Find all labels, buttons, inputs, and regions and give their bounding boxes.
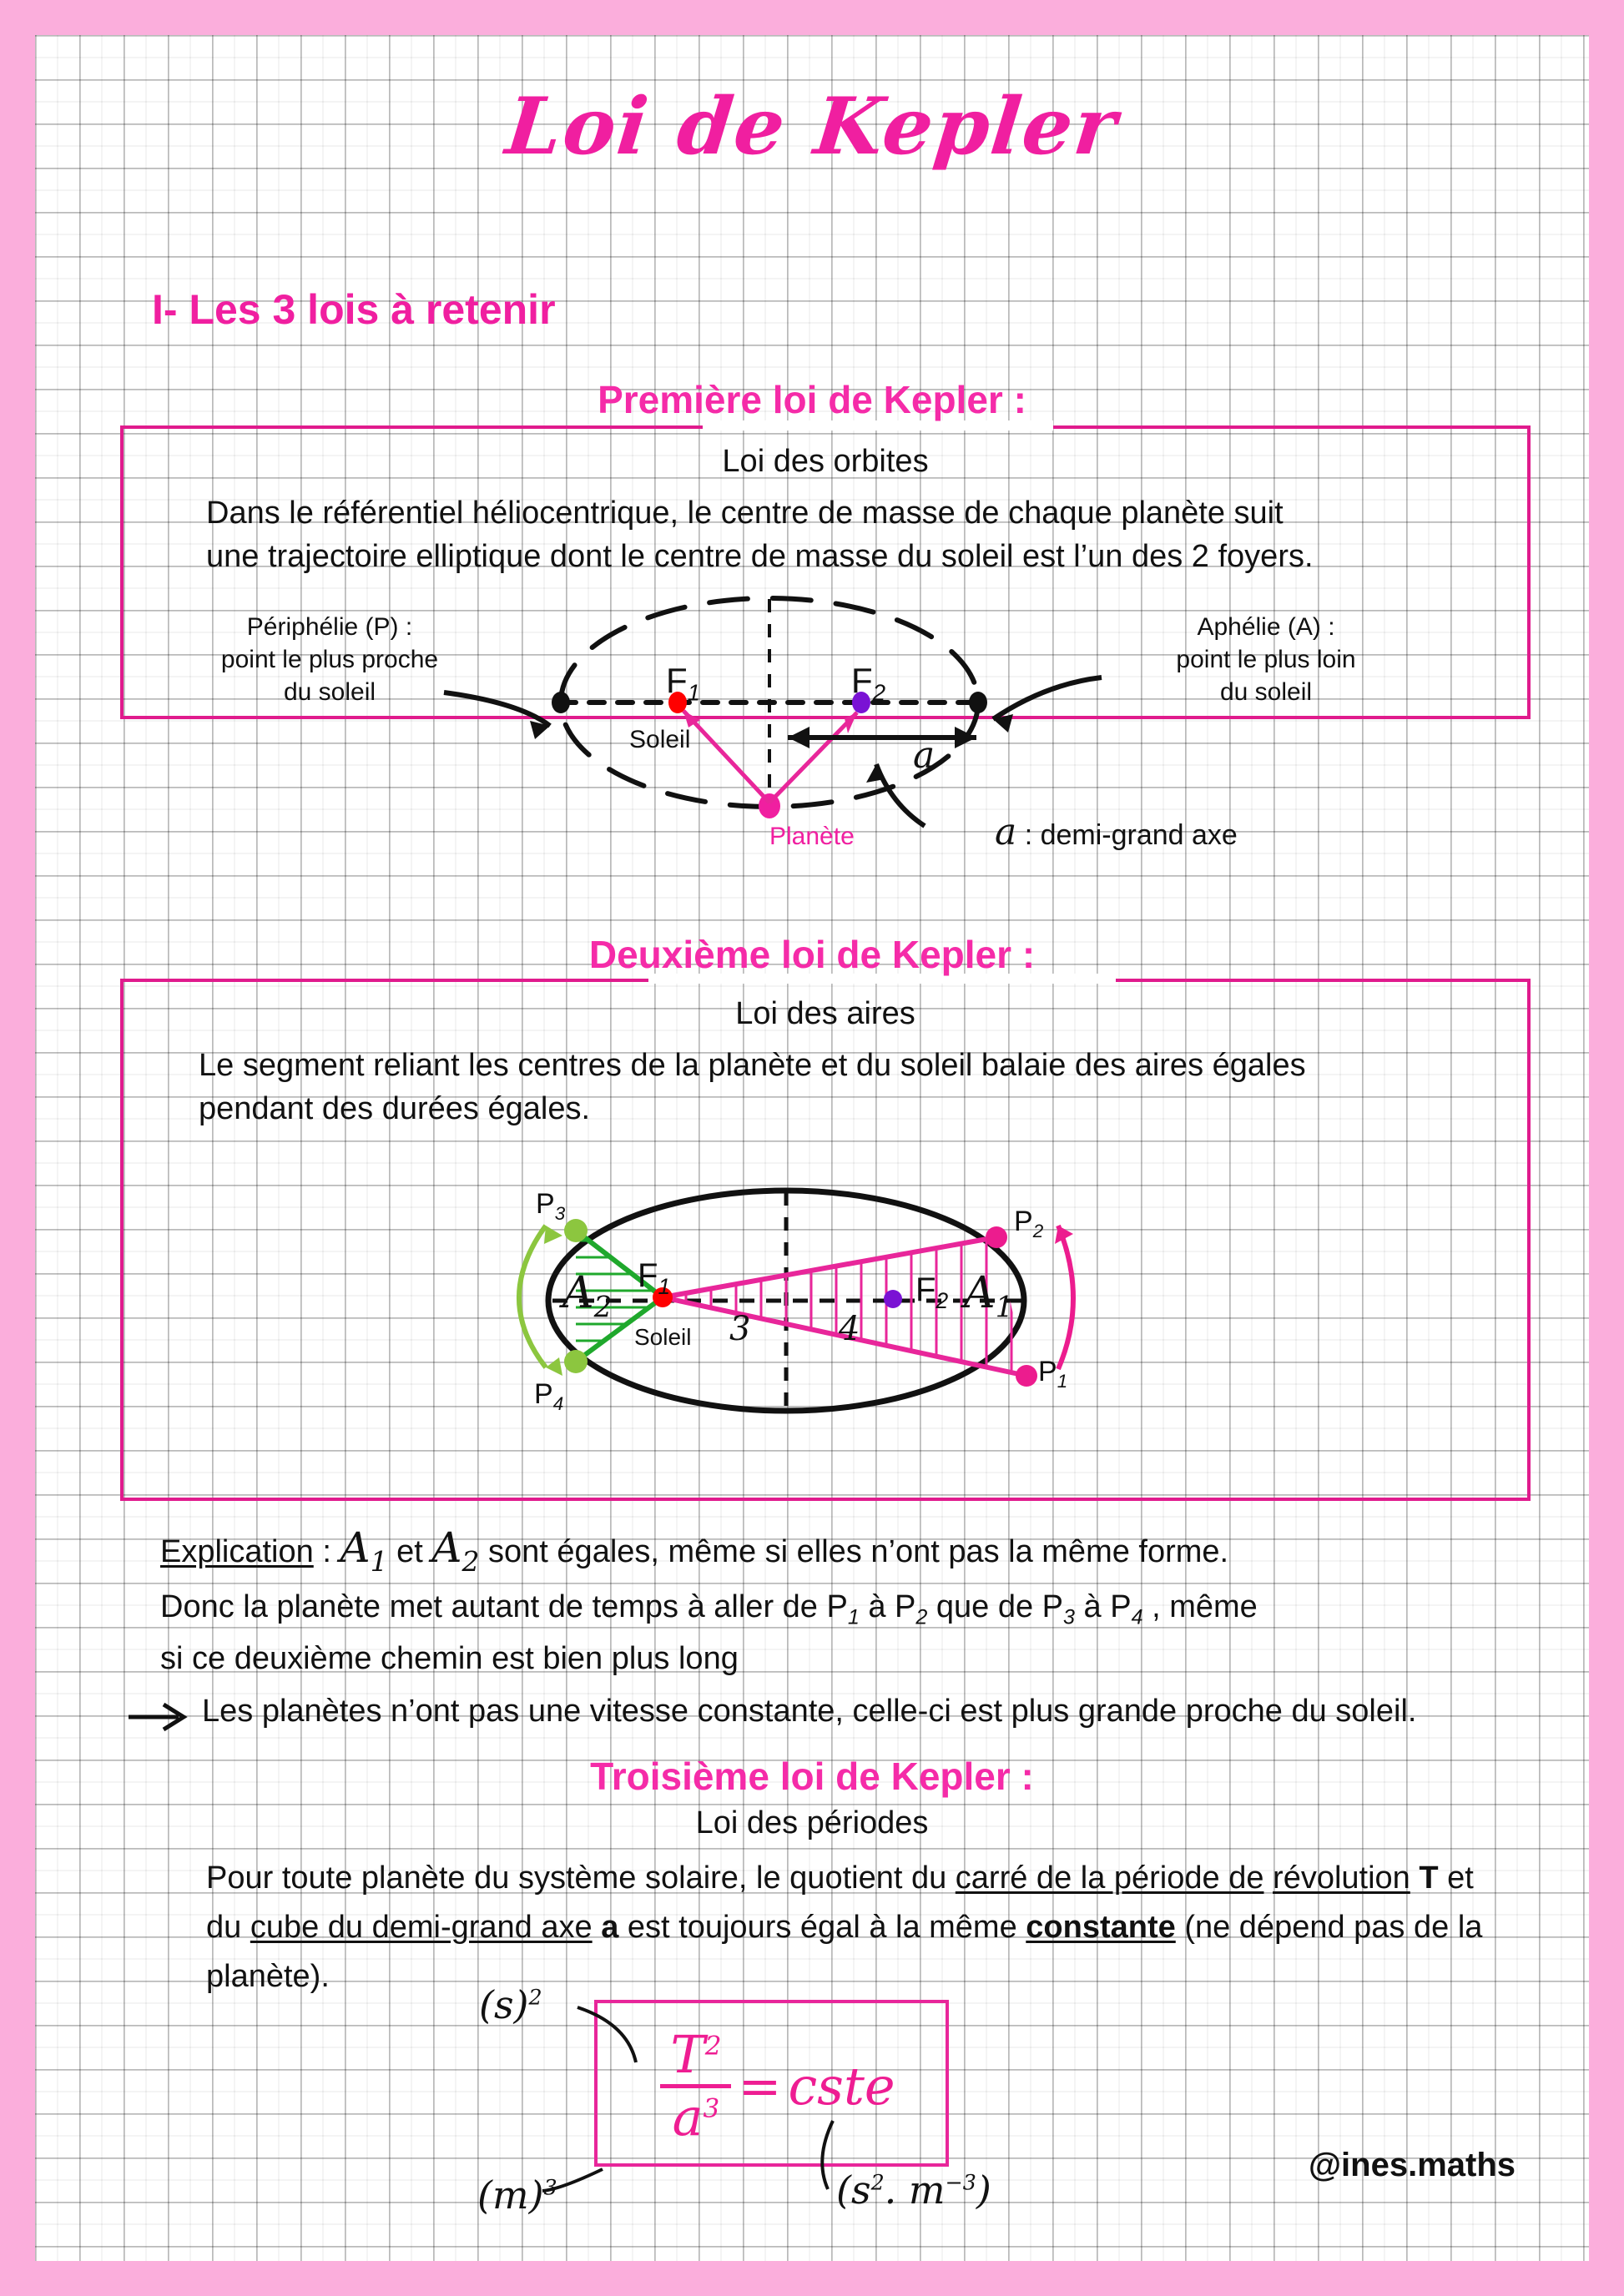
law-3-symbol-a: a — [601, 1909, 619, 1945]
aphelion-annotation — [1128, 611, 1404, 708]
point-p1 — [1016, 1365, 1037, 1387]
aphelion-annotation-line-2: point le plus loin — [1176, 646, 1356, 673]
formula-rhs: cste — [788, 2055, 895, 2117]
formula-numerator: T — [670, 2024, 705, 2086]
explication-a2 — [431, 1523, 480, 1578]
explication-l2-s2: 2 — [915, 1605, 928, 1629]
law-2-focus-2-label — [915, 1271, 948, 1314]
explication-l2-s3: 3 — [1063, 1605, 1075, 1629]
formula-numerator-exponent: 2 — [704, 2031, 722, 2062]
law-2-mark-3: 3 — [729, 1310, 751, 1348]
law-1-body-line-2: une trajectoire elliptique dont le centre de masse du soleil est l’un des 2 foyers. — [206, 538, 1314, 574]
area-2-subscript: 2 — [593, 1291, 613, 1325]
law-2-subtitle: Loi des aires — [735, 996, 915, 1031]
perihelion-annotation-line-2: point le plus proche — [220, 646, 439, 673]
perihelion-annotation-line-3: du soleil — [283, 678, 376, 706]
focus-1-letter: F — [666, 661, 688, 700]
perihelion-annotation — [192, 611, 467, 708]
law-3-body-c: est toujours égal à la même — [618, 1909, 1017, 1945]
law-3-underline-1: carré de la période de — [955, 1860, 1264, 1896]
focus-2-subscript: 2 — [872, 679, 886, 706]
law-2-focus-1-label — [638, 1257, 670, 1300]
aphelion-annotation-line-1: Aphélie (A) : — [1197, 613, 1335, 641]
law-2-label-p3 — [536, 1188, 565, 1225]
explication-colon: : — [313, 1534, 340, 1569]
conclusion-arrow-icon — [127, 1700, 189, 1734]
point-p3 — [564, 1219, 588, 1242]
explication-l2-b: à P — [859, 1589, 916, 1625]
explication-l2-e: , même — [1142, 1589, 1258, 1625]
law-2-body-line-1: Le segment reliant les centres de la planète et du soleil balaie des aires égales — [199, 1048, 1306, 1083]
author-signature: @ines.maths — [1309, 2147, 1516, 2183]
law-2-area-2-label — [562, 1268, 612, 1324]
explication-l2-d: à P — [1074, 1589, 1132, 1625]
explication-l2-s4: 4 — [1131, 1605, 1143, 1629]
law-1-axis-caption — [995, 811, 1238, 853]
explication-a2-letter: A — [431, 1523, 462, 1572]
law-2-sun-label: Soleil — [634, 1324, 692, 1350]
law-1-body — [206, 492, 1483, 578]
law-2-title: Deuxième loi de Kepler : — [588, 933, 1036, 976]
unit-meters: (m) — [477, 2173, 544, 2218]
law-2-f1-subscript: 1 — [658, 1274, 671, 1299]
area-1-letter: A — [964, 1268, 996, 1318]
point-p2 — [986, 1226, 1007, 1248]
law-2-body-line-2: pendant des durées égales. — [199, 1090, 591, 1126]
law-3-underline-2: cube du demi-grand axe — [250, 1909, 593, 1945]
law-3-underline-1b: révolution — [1273, 1860, 1410, 1896]
notebook-page — [35, 35, 1589, 2261]
explication-l2-s1: 1 — [847, 1605, 860, 1629]
unit-result-exponent-2: −3 — [945, 2170, 976, 2195]
unit-connector-lines — [469, 1979, 1003, 2221]
law-2-mark-4: 4 — [839, 1310, 860, 1348]
axis-caption-text: : demi-grand axe — [1024, 819, 1238, 851]
focus-2-letter: F — [851, 661, 873, 700]
aphelion-point — [969, 692, 987, 713]
law-2-body — [199, 1045, 1509, 1130]
law-2-focus-2-point — [884, 1290, 902, 1308]
formula-denominator-exponent: 3 — [703, 2092, 720, 2123]
p2-subscript: 2 — [1032, 1220, 1044, 1241]
unit-result-close: ) — [976, 2168, 991, 2213]
law-2-area-1-label — [964, 1268, 1013, 1324]
law-2-f1-letter: F — [638, 1257, 658, 1294]
explication-a1-subscript: 1 — [370, 1545, 388, 1578]
law-1-semi-major-axis-symbol: a — [913, 734, 936, 777]
law-2-label-p2 — [1014, 1206, 1043, 1242]
law-1-planet-label: Planète — [769, 823, 855, 850]
aphelion-annotation-line-3: du soleil — [1219, 678, 1313, 706]
explication-line-3: si ce deuxième chemin est bien plus long — [160, 1640, 739, 1676]
law-3-body-a: Pour toute planète du système solaire, le quotient du — [206, 1860, 956, 1896]
unit-seconds: (s) — [479, 1982, 529, 2027]
area-1-subscript: 1 — [995, 1291, 1014, 1325]
law-3-symbol-T: T — [1419, 1860, 1439, 1896]
unit-result-exponent-1: 2 — [870, 2170, 885, 2195]
explication-a2-subscript: 2 — [461, 1545, 480, 1578]
perihelion-annotation-line-1: Périphélie (P) : — [246, 613, 413, 641]
law-1-subtitle: Loi des orbites — [722, 444, 929, 479]
explication-l2-c: que de P — [927, 1589, 1064, 1625]
law-3-body-d: (ne dépend pas de la planète). — [206, 1909, 1483, 1994]
unit-seconds-exponent: 2 — [528, 1985, 542, 2010]
explication-line-1-tail: sont égales, même si elles n’ont pas la même forme. — [479, 1534, 1229, 1569]
law-3-constante: constante — [1026, 1909, 1176, 1945]
conclusion-text: Les planètes n’ont pas une vitesse constante, celle-ci est plus grande proche du soleil. — [202, 1694, 1417, 1729]
p4-subscript: 4 — [552, 1392, 564, 1414]
formula-equals: = — [738, 2055, 782, 2117]
law-2-f2-letter: F — [915, 1271, 936, 1308]
law-1-focus-2-label — [851, 661, 885, 706]
law-3-body-b: et du — [206, 1860, 1474, 1945]
p3-subscript: 3 — [554, 1202, 566, 1224]
section-heading-1: I- Les 3 lois à retenir — [152, 286, 556, 333]
explication-line-1 — [160, 1516, 1579, 1583]
page-title: Loi de Kepler — [502, 81, 1122, 173]
explication-label: Explication — [160, 1534, 314, 1569]
unit-result-open: (s — [836, 2168, 871, 2213]
explication-l2-a: Donc la planète met autant de temps à aller de P — [160, 1589, 848, 1625]
law-3-subtitle: Loi des périodes — [695, 1805, 929, 1840]
p1-letter: P — [1038, 1356, 1057, 1387]
explication-a1-letter: A — [340, 1523, 371, 1572]
axis-caption-symbol: a — [995, 811, 1017, 853]
explication-line-2 — [160, 1583, 1579, 1634]
p4-letter: P — [534, 1378, 553, 1410]
law-1-body-line-1: Dans le référentiel héliocentrique, le centre de masse de chaque planète suit — [206, 496, 1284, 531]
unit-result-mid: . m — [884, 2168, 946, 2213]
unit-meters-exponent: 3 — [543, 2175, 557, 2200]
law-1-focus-1-label — [666, 661, 700, 706]
explication-et: et — [387, 1534, 432, 1569]
p3-letter: P — [536, 1188, 555, 1220]
focus-1-subscript: 1 — [687, 679, 701, 706]
law-1-sun-label: Soleil — [629, 726, 691, 753]
law-2-f2-subscript: 2 — [936, 1288, 949, 1313]
area-2-letter: A — [562, 1268, 594, 1318]
law-1-title: Première loi de Kepler : — [598, 378, 1026, 421]
explication-block — [160, 1516, 1579, 1683]
law-3-title: Troisième loi de Kepler : — [590, 1755, 1034, 1798]
p2-letter: P — [1014, 1206, 1033, 1237]
p1-subscript: 1 — [1057, 1370, 1068, 1392]
perihelion-point — [552, 692, 570, 713]
law-2-label-p1 — [1038, 1356, 1067, 1392]
point-p4 — [564, 1350, 588, 1373]
law-2-label-p4 — [534, 1378, 563, 1415]
explication-a1 — [340, 1523, 388, 1578]
formula-denominator: a — [672, 2086, 704, 2147]
